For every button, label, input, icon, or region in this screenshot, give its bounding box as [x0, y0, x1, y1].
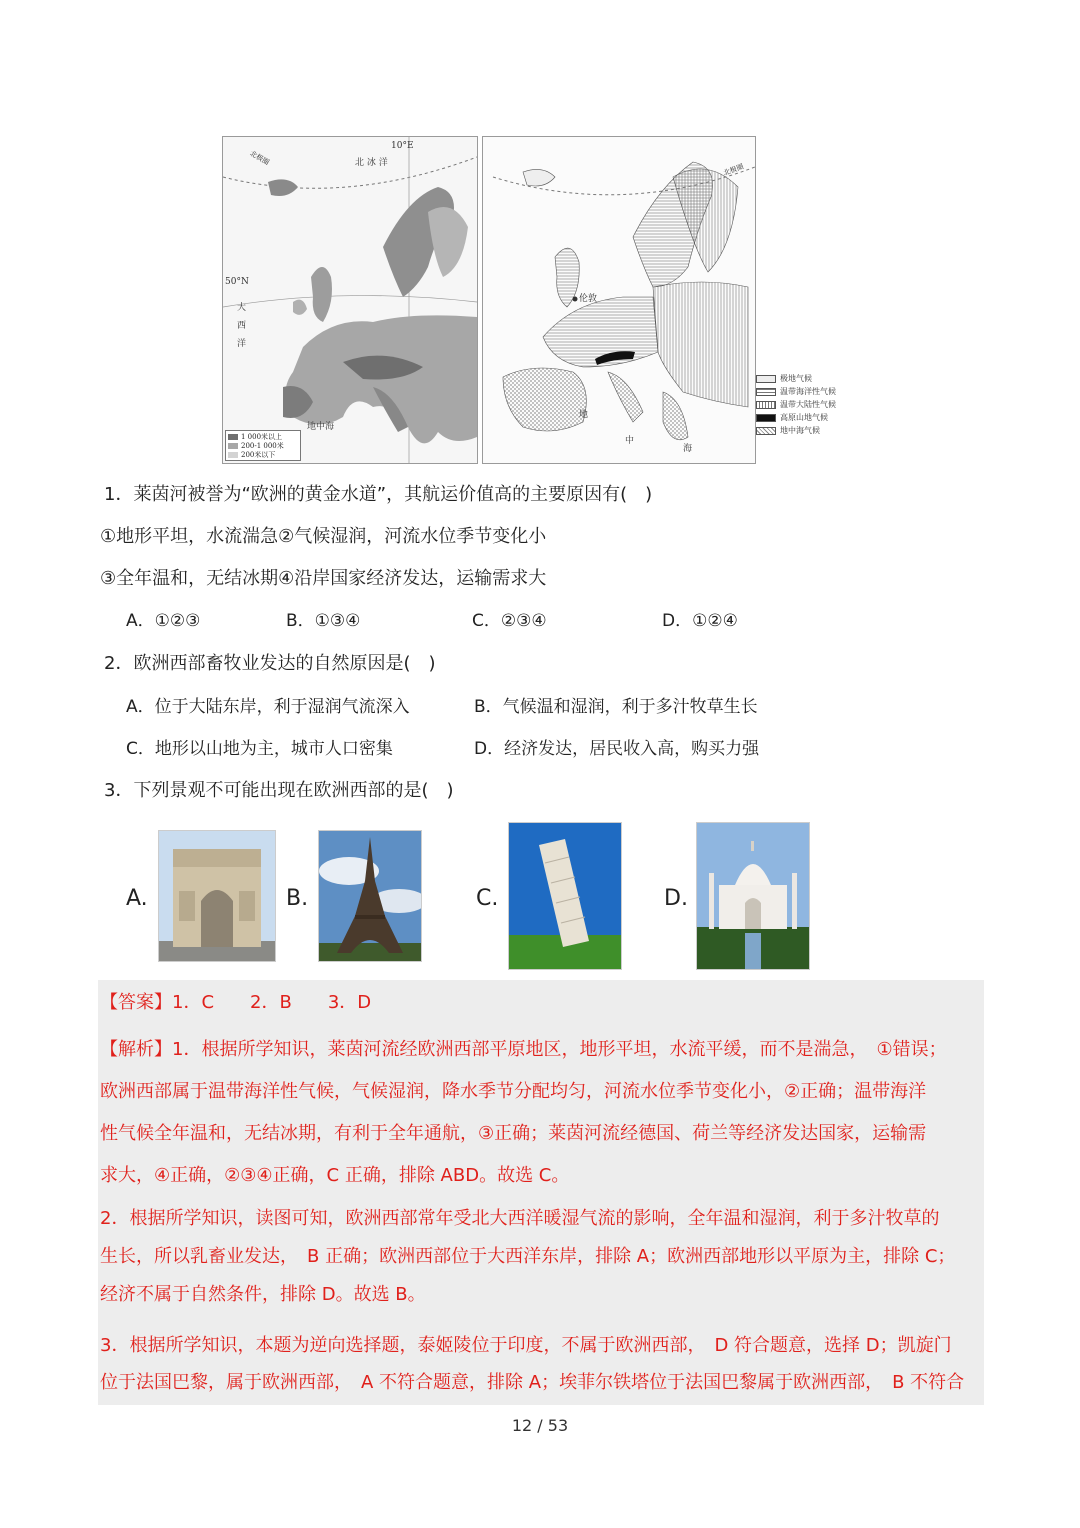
med-label-2: 中	[625, 436, 635, 446]
taj-mahal-image	[696, 822, 810, 970]
arc-de-triomphe-image	[158, 830, 276, 962]
elevation-legend-low: 200米以下	[241, 450, 276, 459]
leaning-tower-image	[508, 822, 622, 970]
analysis-line-5: 2．根据所学知识，读图可知，欧洲西部常年受北大西洋暖湿气流的影响，全年温和湿润，利于多汁牧草的	[100, 1208, 940, 1229]
question-1-option-a: A．①②③	[126, 611, 201, 631]
london-label: 伦敦	[579, 294, 598, 304]
question-3-option-d-label: D.	[664, 886, 688, 911]
question-3-option-b-label: B.	[286, 886, 309, 911]
terrain-map-drawing	[223, 137, 477, 463]
arctic-ocean-label: 北 冰 洋	[355, 158, 388, 168]
mediterranean-label: 地中海	[307, 422, 335, 432]
question-3-stem: 3．下列景观不可能出现在欧洲西部的是( )	[104, 780, 454, 801]
question-1-option-c: C．②③④	[472, 611, 547, 631]
question-1-option-d: D．①②④	[662, 611, 738, 631]
legend-polar: 极地气候	[780, 374, 812, 383]
question-1-statement-1: ①地形平坦，水流湍急②气候湿润，河流水位季节变化小	[100, 526, 547, 547]
europe-maps-figure	[222, 136, 858, 462]
question-2-option-b: B．气候温和湿润，利于多汁牧草生长	[474, 697, 758, 717]
analysis-line-4: 求大，④正确，②③④正确，C 正确，排除 ABD。故选 C。	[100, 1165, 570, 1186]
terrain-map	[222, 136, 478, 464]
arctic-circle-label-2: 北极圈	[722, 162, 745, 178]
analysis-line-9: 位于法国巴黎，属于欧洲西部， A 不符合题意，排除 A；埃菲尔铁塔位于法国巴黎属于欧洲西部， B 不符合	[100, 1372, 965, 1393]
analysis-line-1: 【解析】1．根据所学知识，莱茵河流经欧洲西部平原地区，地形平坦，水流平缓，而不是湍急， ①错误；	[100, 1039, 947, 1060]
analysis-line-3: 性气候全年温和，无结冰期，有利于全年通航，③正确；莱茵河流经德国、荷兰等经济发达国家，运输需	[100, 1123, 927, 1144]
legend-marine: 温带海洋性气候	[780, 387, 836, 396]
parallel-label: 50°N	[225, 277, 249, 287]
med-label-3: 海	[683, 444, 693, 454]
question-2-option-c: C．地形以山地为主，城市人口密集	[126, 739, 393, 759]
meridian-label: 10°E	[391, 141, 414, 151]
question-1-stem: 1．莱茵河被誉为“欧洲的黄金水道”，其航运价值高的主要原因有( )	[104, 484, 653, 505]
elevation-legend-mid: 200-1 000米	[241, 441, 284, 450]
arctic-circle-label: 北极圈	[248, 149, 271, 167]
atlantic-label: 大 西 洋	[237, 303, 247, 349]
analysis-line-7: 经济不属于自然条件，排除 D。故选 B。	[100, 1284, 426, 1305]
analysis-line-8: 3．根据所学知识，本题为逆向选择题，泰姬陵位于印度，不属于欧洲西部， D 符合题意，选择 D；凯旋门	[100, 1335, 952, 1356]
eiffel-tower-image	[318, 830, 422, 962]
climate-legend	[756, 372, 860, 437]
answer-line: 【答案】1．C 2．B 3．D	[100, 992, 372, 1013]
climate-map-drawing	[483, 137, 755, 463]
analysis-line-2: 欧洲西部属于温带海洋性气候，气候湿润，降水季节分配均匀，河流水位季节变化小，②正确；温带海洋	[100, 1081, 927, 1102]
elevation-legend-high: 1 000米以上	[241, 432, 283, 441]
legend-highland: 高原山地气候	[780, 413, 828, 422]
question-3-option-c-label: C.	[476, 886, 499, 911]
question-2-option-a: A．位于大陆东岸，利于湿润气流深入	[126, 697, 410, 717]
question-2-stem: 2．欧洲西部畜牧业发达的自然原因是( )	[104, 653, 436, 674]
legend-continental: 温带大陆性气候	[780, 400, 836, 409]
question-1-option-b: B．①③④	[286, 611, 361, 631]
legend-mediterranean: 地中海气候	[780, 426, 820, 435]
page-number: 12 / 53	[511, 1416, 569, 1435]
question-1-statement-2: ③全年温和，无结冰期④沿岸国家经济发达，运输需求大	[100, 568, 547, 589]
med-label-1: 地	[579, 410, 589, 420]
analysis-line-6: 生长，所以乳畜业发达， B 正确；欧洲西部位于大西洋东岸，排除 A；欧洲西部地形以平原为主，排除 C；	[100, 1246, 956, 1267]
question-2-option-d: D．经济发达，居民收入高，购买力强	[474, 739, 760, 759]
elevation-legend	[225, 430, 301, 461]
question-3-option-a-label: A.	[126, 886, 148, 911]
climate-map	[482, 136, 756, 464]
